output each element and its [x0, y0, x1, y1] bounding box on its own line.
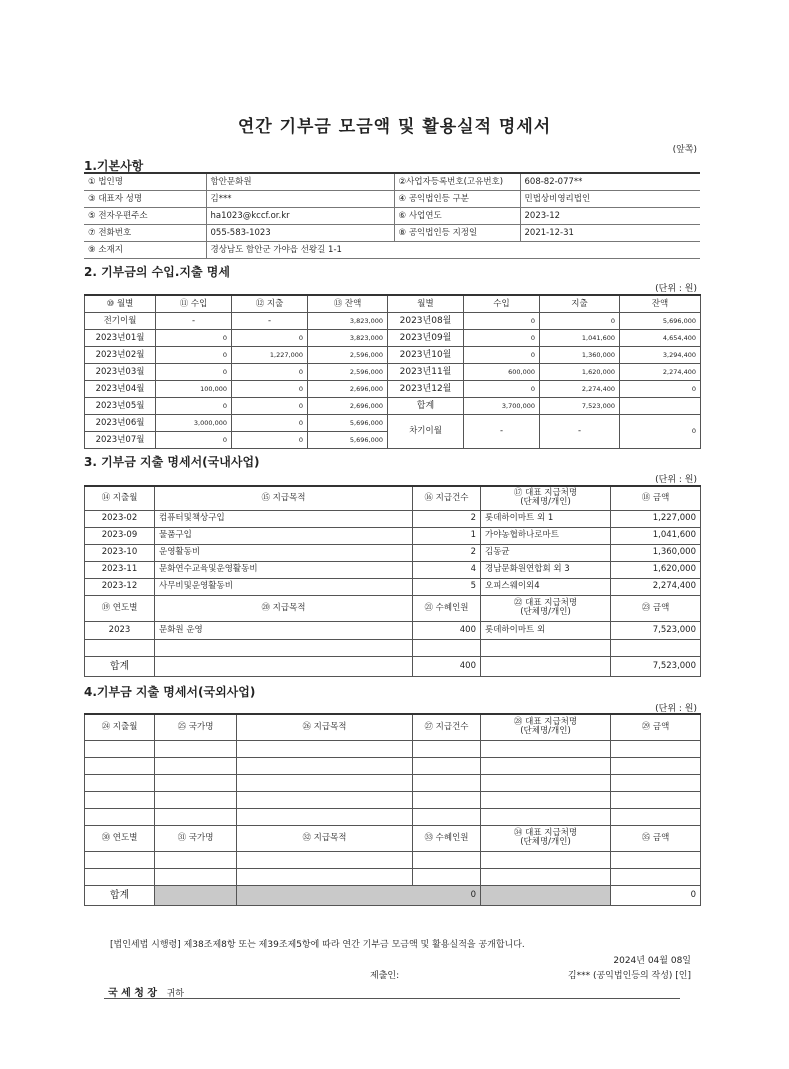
balance-cell: 2,274,400 — [620, 364, 701, 381]
empty-cell — [155, 791, 237, 808]
empty-cell — [611, 639, 701, 656]
table-row — [85, 398, 701, 415]
year-cell: 2023 — [85, 621, 155, 639]
header-line: (단체명/개인) — [520, 607, 571, 617]
balance-cell: 3,294,400 — [620, 347, 701, 364]
total-row — [85, 885, 701, 905]
carry-income: - — [464, 415, 540, 449]
empty-cell — [85, 868, 155, 885]
empty-cell — [481, 740, 611, 757]
carry-expense: - — [540, 415, 620, 449]
income-cell: 0 — [156, 330, 232, 347]
month-cell: 2023년01월 — [85, 330, 156, 347]
income-cell: 0 — [156, 347, 232, 364]
expense-cell: 0 — [232, 364, 308, 381]
count-cell: 1 — [413, 527, 481, 544]
month-cell: 2023년05월 — [85, 398, 156, 415]
column-header: 수입 — [464, 295, 540, 313]
column-header: ⑮ 지급목적 — [155, 486, 413, 510]
month-cell: 2023년07월 — [85, 432, 156, 449]
section4-heading: 4.기부금 지출 명세서(국외사업) — [84, 685, 256, 699]
section3-heading: 3. 기부금 지출 명세서(국내사업) — [84, 455, 260, 469]
expense-cell: 0 — [232, 381, 308, 398]
column-header — [481, 486, 611, 510]
payee-cell: 김동균 — [481, 544, 611, 561]
table-row — [85, 381, 701, 398]
empty-row — [85, 868, 701, 885]
column-header — [481, 595, 611, 621]
shaded-cell: 0 — [237, 885, 481, 905]
empty-cell — [85, 808, 155, 825]
table-row — [85, 544, 701, 561]
column-header: ㉟ 금액 — [611, 825, 701, 851]
income-cell: 0 — [464, 381, 540, 398]
column-header: ⑳ 지급목적 — [155, 595, 413, 621]
field-value: 김*** — [206, 191, 394, 208]
empty-cell — [237, 740, 413, 757]
form-title: 연간 기부금 모금액 및 활용실적 명세서 — [237, 117, 552, 137]
column-header: 지출 — [540, 295, 620, 313]
empty-cell — [237, 757, 413, 774]
expense-cell: 7,523,000 — [540, 398, 620, 415]
empty-cell — [611, 868, 701, 885]
field-value: 함안문화원 — [206, 173, 394, 191]
income-cell: 0 — [156, 398, 232, 415]
empty-cell — [413, 757, 481, 774]
field-label: ⑧ 공익법인등 지정일 — [394, 225, 520, 242]
income-cell: 0 — [464, 313, 540, 330]
address-value: 경상남도 함안군 가야읍 선왕길 1-1 — [206, 242, 700, 259]
column-header: ㉜ 지급목적 — [237, 825, 413, 851]
expense-cell: 0 — [232, 415, 308, 432]
empty-cell — [413, 639, 481, 656]
empty-cell — [481, 868, 611, 885]
expense-cell: 1,227,000 — [232, 347, 308, 364]
field-label: ⑦ 전화번호 — [84, 225, 206, 242]
amount-cell: 1,360,000 — [611, 544, 701, 561]
header-row — [85, 714, 701, 740]
total-label: 합계 — [85, 885, 155, 905]
recipient-underline — [104, 998, 680, 999]
month-cell: 2023년03월 — [85, 364, 156, 381]
empty-cell — [413, 791, 481, 808]
purpose-cell: 물품구입 — [155, 527, 413, 544]
payee-cell: 롯데하이마트 외 1 — [481, 510, 611, 527]
expense-cell: 0 — [540, 313, 620, 330]
empty-cell — [413, 868, 481, 885]
table-row — [85, 578, 701, 595]
income-cell: 600,000 — [464, 364, 540, 381]
empty-cell — [155, 757, 237, 774]
month-cell: 2023-12 — [85, 578, 155, 595]
column-header: ㉔ 지출월 — [85, 714, 155, 740]
table-row — [85, 621, 701, 639]
column-header: ㉛ 국가명 — [155, 825, 237, 851]
empty-cell — [85, 757, 155, 774]
empty-cell — [155, 639, 413, 656]
total-label: 합계 — [388, 398, 464, 415]
income-cell: 0 — [156, 364, 232, 381]
section4-unit: (단위 : 원) — [655, 704, 697, 714]
field-label: ④ 공익법인등 구분 — [394, 191, 520, 208]
field-value: 민법상비영리법인 — [520, 191, 700, 208]
recipient-suffix: 귀하 — [166, 989, 184, 999]
expense-cell: 1,041,600 — [540, 330, 620, 347]
expense-cell: 1,620,000 — [540, 364, 620, 381]
recipient-name: 국 세 청 장 — [108, 988, 158, 999]
basic-info-row — [84, 225, 700, 242]
empty-cell — [155, 851, 237, 868]
empty-cell — [413, 774, 481, 791]
empty-cell — [481, 656, 611, 676]
purpose-cell: 사무비및운영활동비 — [155, 578, 413, 595]
expense-cell: 1,360,000 — [540, 347, 620, 364]
month-cell: 2023-02 — [85, 510, 155, 527]
basic-info-row — [84, 191, 700, 208]
header-line: (단체명/개인) — [520, 726, 571, 737]
column-header: ⑬ 잔액 — [308, 295, 388, 313]
field-value: 2023-12 — [520, 208, 700, 225]
empty-cell — [155, 656, 413, 676]
table-row — [85, 561, 701, 578]
empty-row — [85, 740, 701, 757]
empty-cell — [481, 774, 611, 791]
table-row — [85, 510, 701, 527]
income-cell: 0 — [464, 347, 540, 364]
recipient — [108, 984, 184, 999]
table-row — [85, 347, 701, 364]
empty-cell — [611, 851, 701, 868]
column-header: ㉖ 지급목적 — [237, 714, 413, 740]
section2-heading: 2. 기부금의 수입.지출 명세 — [84, 265, 230, 279]
purpose-cell: 문화원 운영 — [155, 621, 413, 639]
expense-cell: 0 — [232, 330, 308, 347]
month-cell: 2023년10월 — [388, 347, 464, 364]
disclosure-statement: [법인세법 시행령] 제38조제8항 또는 제39조제5항에 따라 연간 기부금 모금액 및 활용실적을 공개합니다. — [110, 940, 525, 950]
basic-info-table — [84, 172, 700, 259]
header-row — [85, 295, 701, 313]
carry-balance: 0 — [620, 415, 701, 449]
column-header: ⑯ 지급건수 — [413, 486, 481, 510]
empty-cell — [237, 808, 413, 825]
submission-date: 2024년 04월 08일 — [613, 956, 691, 966]
column-header: ⑩ 월별 — [85, 295, 156, 313]
balance-cell: 5,696,000 — [308, 432, 388, 449]
header-line: ⑰ 대표 지급처명 — [513, 488, 578, 499]
column-header: ㉑ 수혜인원 — [413, 595, 481, 621]
field-value: 2021-12-31 — [520, 225, 700, 242]
month-cell: 2023년02월 — [85, 347, 156, 364]
empty-row — [85, 851, 701, 868]
column-header — [481, 825, 611, 851]
empty-cell — [413, 851, 481, 868]
address-label: ⑨ 소재지 — [84, 242, 206, 259]
table-row — [85, 527, 701, 544]
column-header: ⑪ 수입 — [156, 295, 232, 313]
income-cell: 3,700,000 — [464, 398, 540, 415]
empty-cell — [611, 740, 701, 757]
total-amount: 0 — [611, 885, 701, 905]
domestic-expense-table — [84, 485, 701, 677]
header-line: ㉒ 대표 지급처명 — [513, 598, 578, 608]
total-label: 합계 — [85, 656, 155, 676]
count-cell: 4 — [413, 561, 481, 578]
table-row — [85, 330, 701, 347]
expense-cell: 0 — [232, 432, 308, 449]
field-value: 055-583-1023 — [206, 225, 394, 242]
empty-cell — [481, 851, 611, 868]
empty-cell — [155, 808, 237, 825]
month-cell: 2023년12월 — [388, 381, 464, 398]
empty-cell — [85, 639, 155, 656]
column-header: ㉙ 금액 — [611, 714, 701, 740]
field-label: ① 법인명 — [84, 173, 206, 191]
month-cell: 2023년08월 — [388, 313, 464, 330]
income-cell: 100,000 — [156, 381, 232, 398]
empty-cell — [413, 740, 481, 757]
purpose-cell: 운영활동비 — [155, 544, 413, 561]
total-amount: 7,523,000 — [611, 656, 701, 676]
payee-cell: 가야농협하나로마트 — [481, 527, 611, 544]
field-label: ②사업자등록번호(고유번호) — [394, 173, 520, 191]
month-cell: 2023년04월 — [85, 381, 156, 398]
field-value: 608-82-077** — [520, 173, 700, 191]
empty-cell — [85, 851, 155, 868]
basic-info-row — [84, 173, 700, 191]
table-row — [85, 364, 701, 381]
income-cell: 0 — [464, 330, 540, 347]
count-cell: 400 — [413, 621, 481, 639]
month-cell: 2023-11 — [85, 561, 155, 578]
count-cell: 2 — [413, 510, 481, 527]
address-row — [84, 242, 700, 259]
expense-cell: 2,274,400 — [540, 381, 620, 398]
month-cell: 2023년06월 — [85, 415, 156, 432]
section1-heading: 1.기본사항 — [84, 159, 144, 173]
month-cell: 2023-09 — [85, 527, 155, 544]
empty-cell — [155, 740, 237, 757]
payee-cell: 오피스웨이외4 — [481, 578, 611, 595]
submitter-name: 김*** (공익법인등의 작성) [인] — [567, 971, 691, 981]
carry-label: 차기이월 — [388, 415, 464, 449]
side-note: (앞쪽) — [672, 145, 697, 155]
balance-cell: 3,823,000 — [308, 330, 388, 347]
header-row — [85, 825, 701, 851]
empty-row — [85, 791, 701, 808]
empty-cell — [413, 808, 481, 825]
column-header: 잔액 — [620, 295, 701, 313]
column-header: ㉓ 금액 — [611, 595, 701, 621]
expense-cell: 0 — [232, 398, 308, 415]
column-header: ㉕ 국가명 — [155, 714, 237, 740]
empty-cell — [237, 851, 413, 868]
income-cell: - — [156, 313, 232, 330]
submitter-label: 제출인: — [370, 971, 400, 981]
empty-cell — [85, 791, 155, 808]
balance-cell: 2,696,000 — [308, 381, 388, 398]
empty-cell — [481, 639, 611, 656]
empty-row — [85, 757, 701, 774]
field-label: ⑥ 사업연도 — [394, 208, 520, 225]
balance-cell: 2,596,000 — [308, 364, 388, 381]
empty-row — [85, 808, 701, 825]
column-header: ⑱ 금액 — [611, 486, 701, 510]
shaded-cell — [155, 885, 237, 905]
empty-row — [85, 774, 701, 791]
amount-cell: 1,620,000 — [611, 561, 701, 578]
header-line: (단체명/개인) — [520, 497, 571, 508]
table-row — [85, 415, 701, 432]
income-expense-table — [84, 294, 701, 449]
empty-cell — [85, 740, 155, 757]
basic-info-row — [84, 208, 700, 225]
field-label: ⑤ 전자우편주소 — [84, 208, 206, 225]
column-header: ㉚ 연도별 — [85, 825, 155, 851]
column-header: ⑫ 지출 — [232, 295, 308, 313]
amount-cell: 1,041,600 — [611, 527, 701, 544]
income-cell: 0 — [156, 432, 232, 449]
empty-cell — [155, 774, 237, 791]
header-line: ㉘ 대표 지급처명 — [513, 717, 578, 728]
purpose-cell: 문화연수교육및운영활동비 — [155, 561, 413, 578]
header-row — [85, 486, 701, 510]
count-cell: 5 — [413, 578, 481, 595]
section2-unit: (단위 : 원) — [655, 284, 697, 294]
balance-cell: 4,654,400 — [620, 330, 701, 347]
amount-cell: 1,227,000 — [611, 510, 701, 527]
balance-cell: 2,596,000 — [308, 347, 388, 364]
balance-cell — [620, 398, 701, 415]
month-cell: 2023년11월 — [388, 364, 464, 381]
header-line: (단체명/개인) — [520, 837, 571, 847]
table-row — [85, 313, 701, 330]
empty-cell — [481, 757, 611, 774]
empty-cell — [611, 791, 701, 808]
expense-cell: - — [232, 313, 308, 330]
balance-cell: 0 — [620, 381, 701, 398]
count-cell: 2 — [413, 544, 481, 561]
empty-cell — [155, 868, 237, 885]
empty-row — [85, 639, 701, 656]
empty-cell — [85, 774, 155, 791]
month-cell: 2023년09월 — [388, 330, 464, 347]
column-header: ⑭ 지출월 — [85, 486, 155, 510]
month-cell: 2023-10 — [85, 544, 155, 561]
balance-cell: 2,696,000 — [308, 398, 388, 415]
column-header: ㉗ 지급건수 — [413, 714, 481, 740]
amount-cell: 7,523,000 — [611, 621, 701, 639]
empty-cell — [611, 757, 701, 774]
month-cell: 전기이월 — [85, 313, 156, 330]
empty-cell — [481, 808, 611, 825]
payee-cell: 롯데하이마트 외 — [481, 621, 611, 639]
header-row — [85, 595, 701, 621]
income-cell: 3,000,000 — [156, 415, 232, 432]
purpose-cell: 컴퓨터및책상구입 — [155, 510, 413, 527]
column-header: ⑲ 연도별 — [85, 595, 155, 621]
field-value: ha1023@kccf.or.kr — [206, 208, 394, 225]
amount-cell: 2,274,400 — [611, 578, 701, 595]
shaded-cell — [481, 885, 611, 905]
balance-cell: 5,696,000 — [308, 415, 388, 432]
empty-cell — [237, 791, 413, 808]
empty-cell — [237, 868, 413, 885]
column-header: ㉝ 수혜인원 — [413, 825, 481, 851]
balance-cell: 5,696,000 — [620, 313, 701, 330]
empty-cell — [611, 774, 701, 791]
total-row — [85, 656, 701, 676]
balance-cell: 3,823,000 — [308, 313, 388, 330]
header-line: ㉞ 대표 지급처명 — [513, 828, 578, 838]
column-header: 월별 — [388, 295, 464, 313]
payee-cell: 경남문화원연합회 외 3 — [481, 561, 611, 578]
empty-cell — [611, 808, 701, 825]
column-header — [481, 714, 611, 740]
overseas-expense-table — [84, 713, 701, 906]
empty-cell — [481, 791, 611, 808]
section3-unit: (단위 : 원) — [655, 475, 697, 485]
total-count: 400 — [413, 656, 481, 676]
empty-cell — [237, 774, 413, 791]
field-label: ③ 대표자 성명 — [84, 191, 206, 208]
